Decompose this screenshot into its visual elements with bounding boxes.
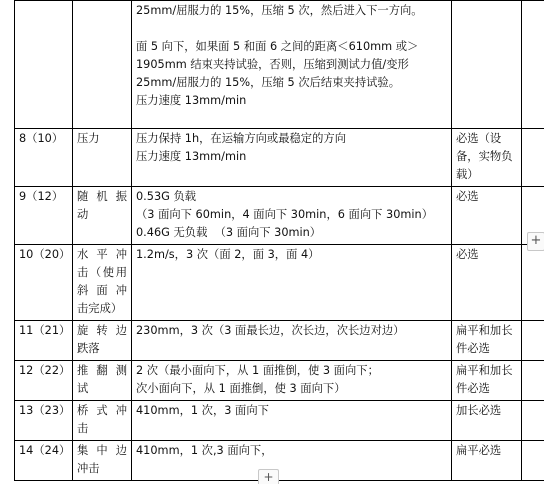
table-row	[15, 245, 544, 321]
test-item-line: 击完成）	[77, 300, 127, 318]
requirement-cell[interactable]	[452, 187, 522, 245]
test-item-cell[interactable]	[73, 441, 132, 481]
test-item-line: 跌落	[77, 340, 127, 358]
test-description-cell[interactable]	[132, 245, 452, 321]
row-number-cell[interactable]	[15, 245, 73, 321]
test-item-line: 水平冲	[77, 246, 127, 264]
test-description-cell[interactable]	[132, 321, 452, 361]
test-item-line: 斜面冲	[77, 282, 127, 300]
requirement-text: 必选	[456, 246, 517, 264]
test-item-cell[interactable]	[73, 187, 132, 245]
requirement-cell[interactable]	[452, 401, 522, 441]
requirement-text: 扁平和加长件必选	[456, 322, 517, 358]
test-description-cell[interactable]	[132, 129, 452, 187]
row-number-cell[interactable]	[15, 129, 73, 187]
requirement-text: 必选（设备，实物负载）	[456, 130, 517, 184]
description-line	[136, 20, 447, 38]
table-row	[15, 187, 544, 245]
test-item-line: 压力	[77, 130, 127, 148]
description-line: 0.53G 负载	[136, 188, 447, 206]
description-line: 25mm/屈服力的 15%，压缩 5 次后结束夹持试验。	[136, 74, 447, 92]
description-line: 410mm，1 次，3 面向下	[136, 402, 447, 420]
description-line: 次小面向下，从 1 面推倒，使 3 面向下）	[136, 380, 447, 398]
requirement-cell[interactable]	[452, 441, 522, 481]
test-item-cell[interactable]	[73, 321, 132, 361]
test-item-line: 动	[77, 206, 127, 224]
test-item-cell[interactable]	[73, 1, 132, 129]
requirement-text: 加长必选	[456, 402, 517, 420]
add-row-handle[interactable]	[258, 469, 279, 484]
empty-cell[interactable]	[522, 1, 544, 129]
row-number-cell[interactable]	[15, 361, 73, 401]
table-row	[15, 401, 544, 441]
requirement-cell[interactable]	[452, 1, 522, 129]
row-number: 10（20）	[19, 246, 68, 264]
row-number: 11（21）	[19, 322, 68, 340]
description-line: 410mm，1 次,3 面向下，	[136, 442, 447, 460]
test-item-cell[interactable]	[73, 245, 132, 321]
test-description-cell[interactable]	[132, 401, 452, 441]
plus-icon: +	[263, 470, 273, 484]
description-line: 1905mm 结束夹持试验，否则，压缩到测试力值/变形	[136, 56, 447, 74]
test-item-line: 推翻测	[77, 362, 127, 380]
empty-cell[interactable]	[522, 441, 544, 481]
test-description-cell[interactable]	[132, 1, 452, 129]
test-item-cell[interactable]	[73, 129, 132, 187]
description-line: （3 面向下 60min，4 面向下 30min，6 面向下 30min）	[136, 206, 447, 224]
requirement-text: 扁平和加长件必选	[456, 362, 517, 398]
empty-cell[interactable]	[522, 245, 544, 321]
table-row	[15, 321, 544, 361]
description-line: 压力保持 1h，在运输方向或最稳定的方向	[136, 130, 447, 148]
row-number-cell[interactable]	[15, 1, 73, 129]
test-item-line: 击（使用	[77, 264, 127, 282]
test-description-cell[interactable]	[132, 361, 452, 401]
test-item-line: 击	[77, 420, 127, 438]
empty-cell[interactable]	[522, 129, 544, 187]
test-item-cell[interactable]	[73, 401, 132, 441]
row-number-cell[interactable]	[15, 321, 73, 361]
description-line: 面 5 向下，如果面 5 和面 6 之间的距离＜610mm 或＞	[136, 38, 447, 56]
test-item-line: 冲击	[77, 460, 127, 478]
description-line: 0.46G 无负载 （3 面向下 30min）	[136, 224, 447, 242]
test-item-line: 旋转边	[77, 322, 127, 340]
test-item-line: 随机振	[77, 188, 127, 206]
table-row	[15, 129, 544, 187]
row-number: 12（22）	[19, 362, 68, 380]
row-number-cell[interactable]	[15, 441, 73, 481]
row-number: 9（12）	[19, 188, 68, 206]
add-column-handle[interactable]	[527, 232, 544, 251]
requirement-text: 必选	[456, 188, 517, 206]
empty-cell[interactable]	[522, 321, 544, 361]
row-number: 8（10）	[19, 130, 68, 148]
empty-cell[interactable]	[522, 401, 544, 441]
test-item-line: 试	[77, 380, 127, 398]
requirement-cell[interactable]	[452, 245, 522, 321]
row-number: 14（24）	[19, 442, 68, 460]
test-description-cell[interactable]	[132, 441, 452, 481]
description-line: 25mm/屈服力的 15%，压缩 5 次，然后进入下一方向。	[136, 2, 447, 20]
test-item-line: 桥式冲	[77, 402, 127, 420]
test-item-line: 集中边	[77, 442, 127, 460]
empty-cell[interactable]	[522, 361, 544, 401]
table-row	[15, 361, 544, 401]
description-line: 230mm，3 次（3 面最长边，次长边，次长边对边）	[136, 322, 447, 340]
row-number: 13（23）	[19, 402, 68, 420]
requirement-cell[interactable]	[452, 321, 522, 361]
row-number-cell[interactable]	[15, 187, 73, 245]
description-line: 1.2m/s，3 次（面 2，面 3，面 4）	[136, 246, 447, 264]
plus-icon: +	[531, 233, 542, 248]
requirement-cell[interactable]	[452, 129, 522, 187]
description-line: 压力速度 13mm/min	[136, 92, 447, 110]
row-number-cell[interactable]	[15, 401, 73, 441]
test-item-cell[interactable]	[73, 361, 132, 401]
description-line: 2 次（最小面向下，从 1 面推倒，使 3 面向下；	[136, 362, 447, 380]
requirement-cell[interactable]	[452, 361, 522, 401]
test-description-cell[interactable]	[132, 187, 452, 245]
test-spec-table	[14, 0, 544, 481]
table-row	[15, 1, 544, 129]
table-row	[15, 441, 544, 481]
description-line: 压力速度 13mm/min	[136, 148, 447, 166]
requirement-text: 扁平必选	[456, 442, 517, 460]
